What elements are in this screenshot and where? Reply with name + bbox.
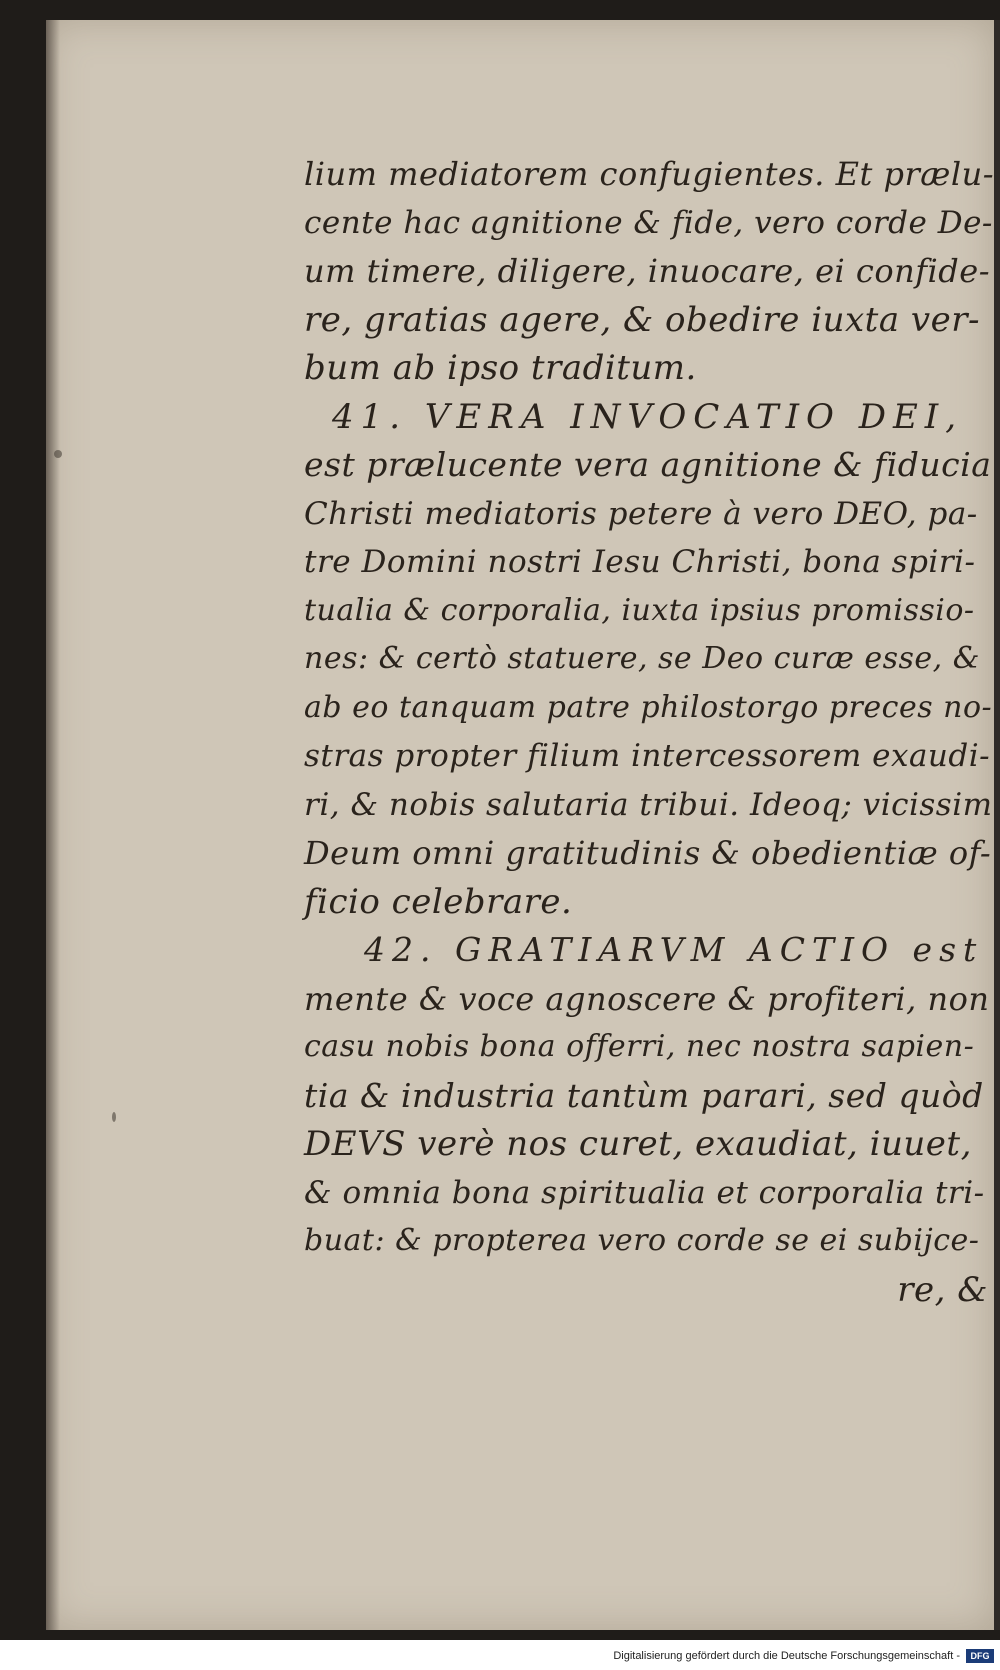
text-line: mente & voce agnoscere & profiteri, non: [304, 979, 990, 1018]
text-line: tia & industria tantùm parari, sed quòd: [304, 1075, 984, 1115]
text-line: stras propter filium intercessorem exaudi-: [304, 738, 991, 774]
text-line: lium mediatorem confugientes. Et prælu-: [304, 155, 995, 193]
text-line: ri, & nobis salutaria tribui. Ideoq; vicissim: [304, 786, 993, 823]
text-line: casu nobis bona offerri, nec nostra sapien-: [304, 1029, 975, 1064]
text-line: buat: & propterea vero corde se ei subijce-: [304, 1223, 980, 1258]
book-page: [46, 20, 1000, 1630]
text-line: DEVS verè nos curet, exaudiat, iuuet,: [304, 1124, 972, 1164]
section-heading-42: 42. GRATIARVM ACTIO est: [364, 930, 984, 969]
page-text: [304, 150, 994, 1314]
text-line: cente hac agnitione & fide, vero corde De-: [304, 204, 993, 241]
text-line: Christi mediatoris petere à vero DEO, pa-: [304, 495, 978, 532]
page-spine-shadow: [46, 20, 60, 1630]
text-line: re, gratias agere, & obedire iuxta ver-: [304, 299, 980, 340]
text-line: est prælucente vera agnitione & fiducia: [304, 445, 992, 484]
dfg-logo: DFG: [966, 1649, 994, 1663]
catchword: re, &: [897, 1269, 988, 1310]
text-line: bum ab ipso traditum.: [304, 348, 697, 388]
page-blemish: [54, 450, 62, 458]
text-line: & omnia bona spiritualia et corporalia tri-: [304, 1174, 985, 1211]
text-line: ab eo tanquam patre philostorgo preces no-: [304, 689, 993, 725]
text-line: Deum omni gratitudinis & obedientiæ of-: [304, 834, 992, 872]
digitization-footer: [0, 1640, 1000, 1670]
text-line: nes: & certò statuere, se Deo curæ esse, &: [304, 641, 980, 676]
text-line: tualia & corporalia, iuxta ipsius promissio-: [304, 592, 975, 628]
text-line: tre Domini nostri Iesu Christi, bona spiri-: [304, 544, 976, 580]
funding-credit: Digitalisierung gefördert durch die Deutsche Forschungsgemeinschaft -: [613, 1650, 960, 1662]
section-heading-41: 41. VERA INVOCATIO DEI,: [332, 396, 964, 437]
page-blemish: [112, 1112, 116, 1122]
text-line: ficio celebrare.: [304, 881, 573, 922]
text-line: um timere, diligere, inuocare, ei confide-: [304, 252, 991, 290]
